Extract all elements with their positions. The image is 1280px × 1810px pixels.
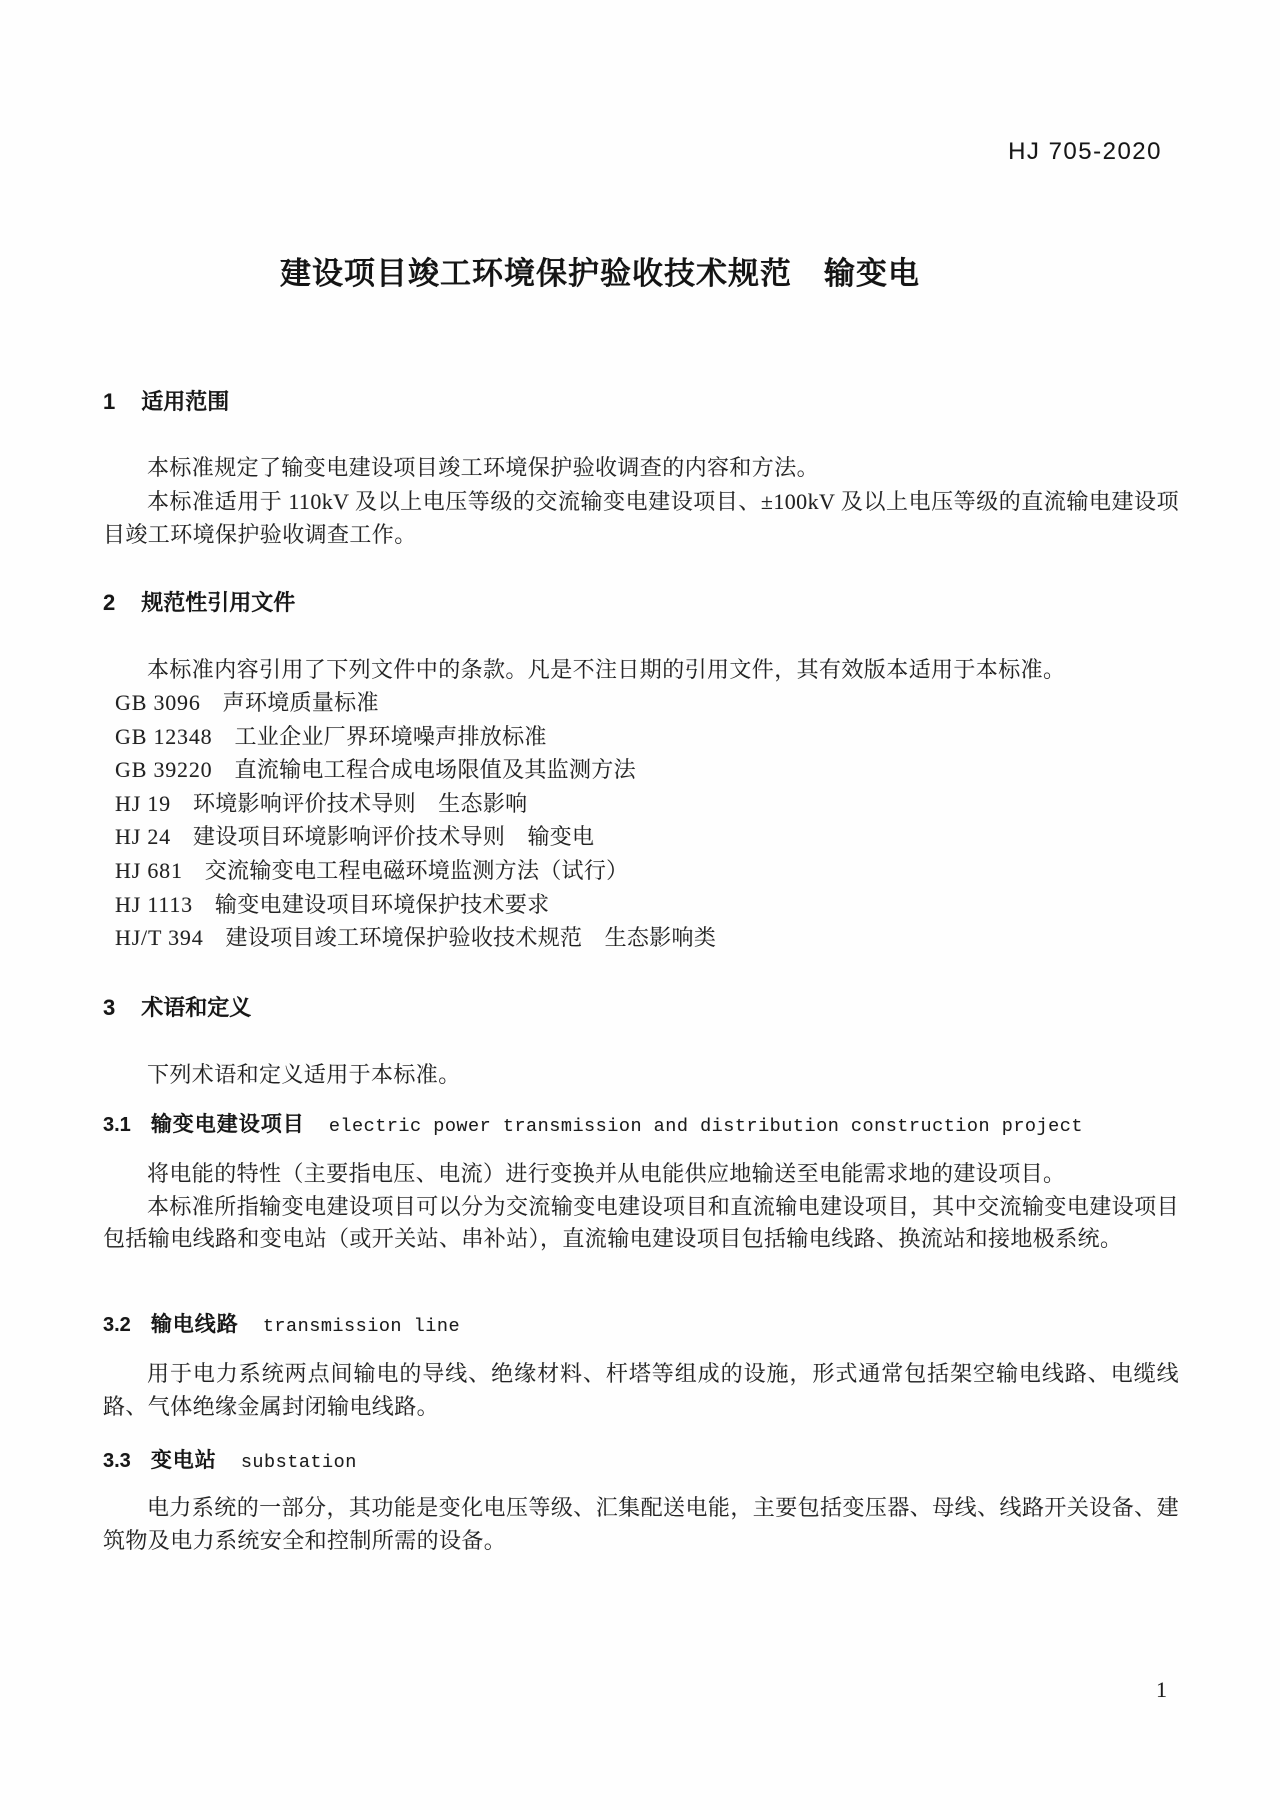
reference-list <box>103 686 1179 955</box>
reference-code: HJ 1113 <box>115 891 193 917</box>
section-1-number: 1 <box>103 389 116 414</box>
reference-item <box>103 854 1179 888</box>
reference-title: 建设项目环境影响评价技术导则 输变电 <box>192 824 595 850</box>
term-3-1-number: 3.1 <box>103 1114 131 1136</box>
section-1-heading <box>103 387 229 417</box>
section-2-title: 规范性引用文件 <box>141 590 296 615</box>
reference-code: HJ/T 394 <box>115 925 204 951</box>
reference-title: 输变电建设项目环境保护技术要求 <box>214 891 550 917</box>
term-3-3-heading <box>103 1446 357 1478</box>
reference-code: HJ 24 <box>115 824 171 850</box>
section-2-paragraph-1: 本标准内容引用了下列文件中的条款。凡是不注日期的引用文件，其有效版本适用于本标准。 <box>147 657 1066 682</box>
reference-code: HJ 19 <box>115 790 171 816</box>
term-3-1-body <box>103 1158 1179 1256</box>
doc-title: 建设项目竣工环境保护验收技术规范 输变电 <box>280 256 920 291</box>
term-3-3-body <box>103 1492 1179 1557</box>
reference-code: HJ 681 <box>115 857 183 883</box>
term-3-2-name-zh: 输电线路 <box>150 1313 239 1336</box>
term-3-2-body <box>103 1358 1179 1423</box>
reference-title: 直流输电工程合成电场限值及其监测方法 <box>234 757 636 783</box>
reference-code: GB 3096 <box>115 690 201 715</box>
section-1-paragraph-2: 本标准适用于 110kV 及以上电压等级的交流输变电建设项目、±100kV 及以上电压等级的直流输电建设项目竣工环境保护验收调查工作。 <box>103 489 1179 547</box>
reference-item <box>103 888 1179 922</box>
reference-code: GB 39220 <box>115 757 213 783</box>
term-3-3-name-en: substation <box>240 1452 357 1473</box>
term-3-1-paragraph-2: 本标准所指输变电建设项目可以分为交流输变电建设项目和直流输电建设项目，其中交流输变电建设项目包括输电线路和变电站（或开关站、串补站），直流输电建设项目包括输电线路、换流站和接地极系统。 <box>103 1193 1179 1251</box>
term-3-1-name-en: electric power transmission and distribution construction project <box>328 1116 1083 1137</box>
reference-item <box>103 820 1179 854</box>
reference-title: 工业企业厂界环境噪声排放标准 <box>234 723 547 749</box>
term-3-3-name-zh: 变电站 <box>150 1449 217 1472</box>
doc-number: HJ 705-2020 <box>1008 138 1162 165</box>
section-2-number: 2 <box>103 590 116 615</box>
term-3-1-name-zh: 输变电建设项目 <box>150 1113 305 1136</box>
term-3-3-paragraph-1: 电力系统的一部分，其功能是变化电压等级、汇集配送电能，主要包括变压器、母线、线路开关设备、建筑物及电力系统安全和控制所需的设备。 <box>103 1495 1179 1553</box>
reference-item <box>103 686 1179 720</box>
reference-item <box>103 787 1179 821</box>
section-1-paragraph-1: 本标准规定了输变电建设项目竣工环境保护验收调查的内容和方法。 <box>147 455 820 480</box>
term-3-2-paragraph-1: 用于电力系统两点间输电的导线、绝缘材料、杆塔等组成的设施，形式通常包括架空输电线路、电缆线路、气体绝缘金属封闭输电线路。 <box>103 1361 1179 1419</box>
term-3-1-paragraph-1: 将电能的特性（主要指电压、电流）进行变换并从电能供应地输送至电能需求地的建设项目。 <box>147 1161 1066 1186</box>
reference-item <box>103 720 1179 754</box>
reference-title: 环境影响评价技术导则 生态影响 <box>192 790 528 816</box>
section-3-paragraph-1: 下列术语和定义适用于本标准。 <box>147 1062 461 1087</box>
section-3-heading <box>103 993 251 1023</box>
term-3-2-heading <box>103 1310 460 1342</box>
section-3-title: 术语和定义 <box>141 995 252 1020</box>
reference-item <box>103 921 1179 955</box>
term-3-2-number: 3.2 <box>103 1314 131 1336</box>
reference-title: 交流输变电工程电磁环境监测方法（试行） <box>204 857 629 883</box>
section-3-number: 3 <box>103 995 116 1020</box>
term-3-3-number: 3.3 <box>103 1450 131 1472</box>
reference-title: 建设项目竣工环境保护验收技术规范 生态影响类 <box>225 925 717 951</box>
reference-code: GB 12348 <box>115 723 213 749</box>
term-3-2-name-en: transmission line <box>262 1316 461 1337</box>
reference-item <box>103 753 1179 787</box>
term-3-1-heading <box>103 1110 1083 1142</box>
section-2-heading <box>103 588 295 618</box>
section-1-title: 适用范围 <box>141 389 230 414</box>
page-number: 1 <box>1156 1677 1167 1702</box>
reference-title: 声环境质量标准 <box>222 690 379 715</box>
